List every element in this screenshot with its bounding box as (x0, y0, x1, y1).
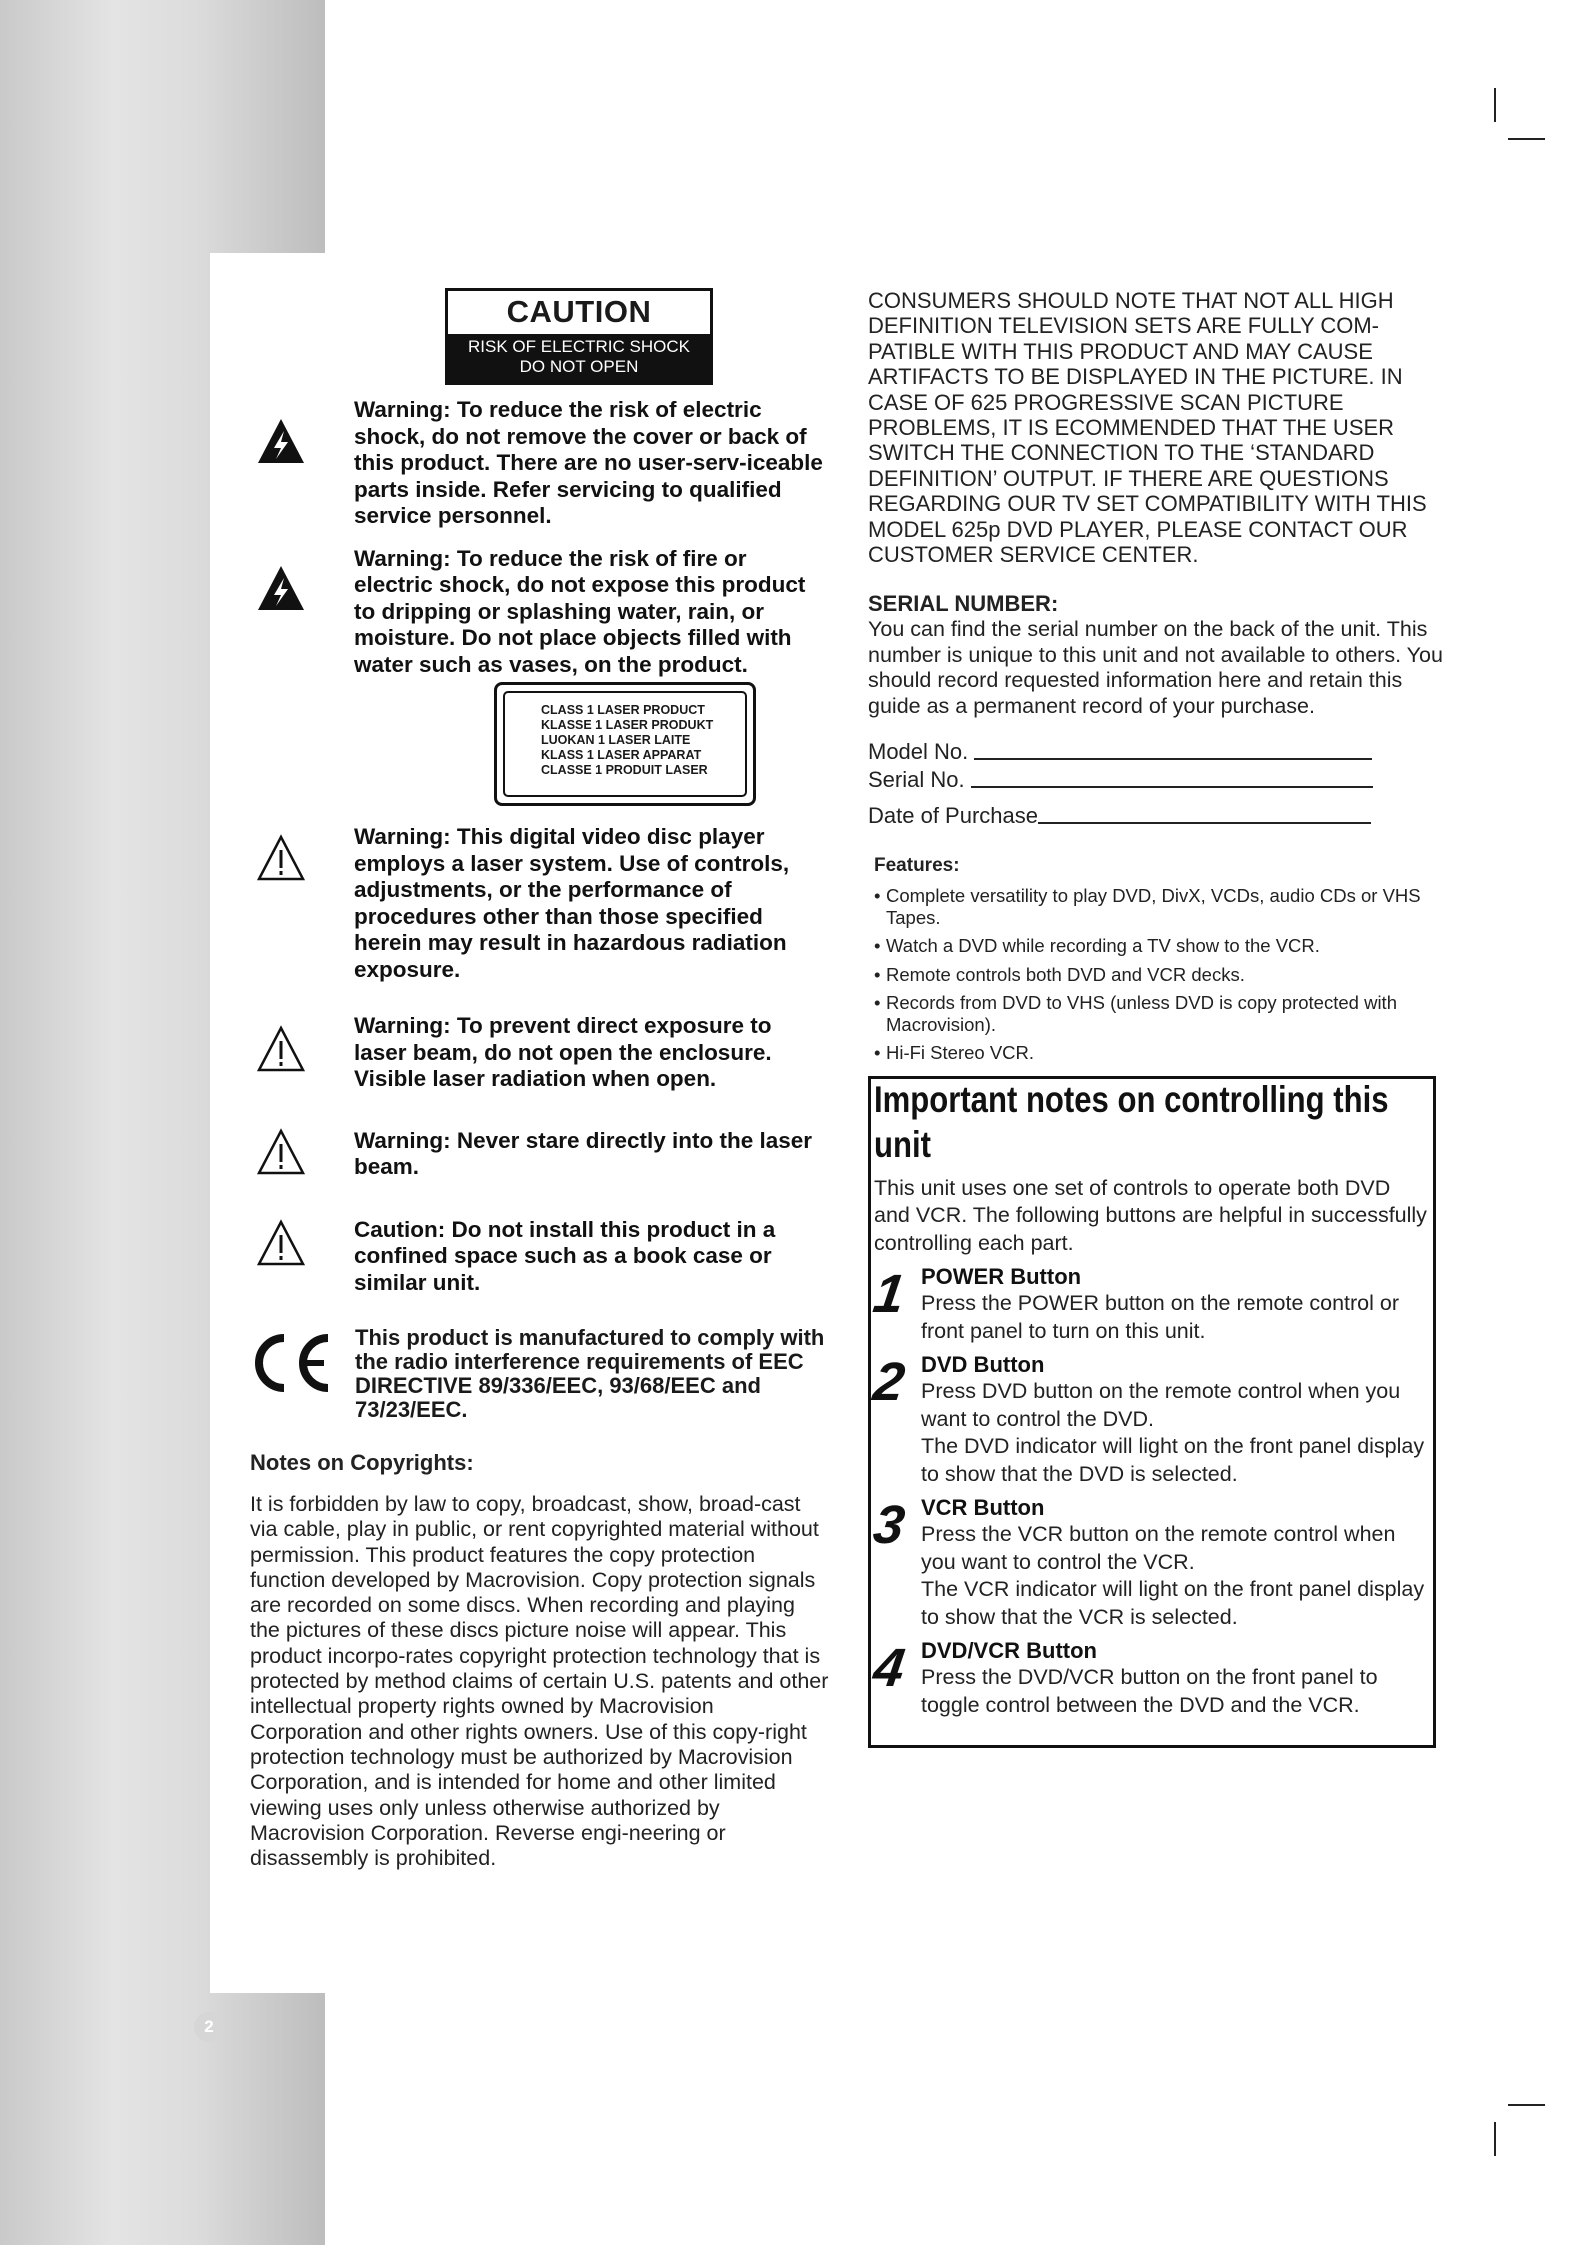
important-notes-title: Important notes on controlling this unit (874, 1078, 1389, 1165)
warning-laser-system (250, 824, 830, 983)
step-vcr-button (869, 1494, 1430, 1631)
page-number-badge: 2 (194, 2012, 224, 2042)
feature-item: • Records from DVD to VHS (unless DVD is copy protected with Macrovision). (874, 992, 1458, 1035)
crop-mark-bottom-vertical (1494, 2122, 1496, 2156)
step-title: DVD Button (921, 1352, 1045, 1378)
feature-item: • Remote controls both DVD and VCR decks. (874, 964, 1458, 986)
left-column (250, 288, 830, 1871)
warning-text: Warning: To reduce the risk of electric shock, do not remove the cover or back of this product. There are no user-serv-iceable parts inside. Refer servicing to qualified service personnel. (354, 397, 823, 528)
features-list (874, 885, 1458, 1064)
crop-mark-top-horizontal (1508, 138, 1545, 140)
exclamation-warning-icon (256, 1219, 306, 1267)
warning-electric-shock (250, 397, 830, 530)
serial-number-field (868, 767, 1458, 793)
purchase-date-label: Date of Purchase (868, 803, 1038, 829)
step-title: DVD/VCR Button (921, 1638, 1097, 1664)
serial-number-label: Serial No. (868, 767, 965, 793)
warning-text: Warning: Never stare directly into the laser beam. (354, 1127, 813, 1179)
crop-mark-top-vertical (1494, 88, 1496, 122)
caution-line-2: DO NOT OPEN (519, 357, 639, 376)
laser-line: CLASSE 1 PRODUIT LASER (541, 763, 708, 777)
important-notes-box (868, 1076, 1436, 1748)
step-number: 2 (869, 1352, 909, 1413)
caution-title: CAUTION (506, 294, 652, 329)
purchase-date-line (1038, 821, 1371, 824)
caution-confined-space (250, 1217, 830, 1297)
warning-laser-beam (250, 1013, 830, 1093)
warning-text: Caution: Do not install this product in a confined space such as a book case or similar unit. (354, 1216, 776, 1295)
step-text: Press the VCR button on the remote control when you want to control the VCR. (921, 1522, 1396, 1574)
step-title: POWER Button (921, 1264, 1082, 1290)
lightning-warning-icon (256, 564, 306, 612)
laser-line: LUOKAN 1 LASER LAITE (541, 733, 691, 747)
step-number: 4 (869, 1638, 909, 1699)
step-title: VCR Button (921, 1495, 1045, 1521)
caution-subtitle (448, 334, 710, 382)
copyright-body: It is forbidden by law to copy, broadcast, show, broad-cast via cable, play in public, or rent copyrighted material without permission. This product features the copy protection function developed by Macrovision. Copy protection signals are recorded on some discs. When recording and playing the pictures of these discs picture noise will appear. This product incorpo-rates copyright protection technology that is protected by method claims of certain U.S. patents and other intellectual property rights owned by Macrovision Corporation and other rights owners. Use of this copy-right protection technology must be authorized by Macrovision Corporation, and is intended for home and other limited viewing uses only unless otherwise authorized by Macrovision Corporation. Reverse engi-neering or disassembly is prohibited. (250, 1492, 829, 1871)
step-power-button (869, 1263, 1430, 1345)
step-text: Press the DVD/VCR button on the front panel to toggle control between the DVD and the VCR. (921, 1665, 1378, 1717)
feature-item: • Complete versatility to play DVD, DivX, VCDs, audio CDs or VHS Tapes. (874, 885, 1458, 928)
step-text: Press the POWER button on the remote control or front panel to turn on this unit. (921, 1291, 1399, 1343)
laser-label-text (503, 691, 747, 797)
step-text-indicator: The VCR indicator will light on the front panel display to show that the VCR is selected. (921, 1577, 1425, 1629)
ce-compliance (250, 1326, 830, 1422)
serial-number-body: You can find the serial number on the back of the unit. This number is unique to this unit and not available to others. You should record requested information here and retain this guide as a permanent record of your purchase. (868, 617, 1443, 718)
laser-line: KLASSE 1 LASER PRODUKT (541, 718, 714, 732)
warning-text: Warning: This digital video disc player employs a laser system. Use of controls, adjustments, or the performance of procedures other than those specified herein may result in hazardous radiation exposure. (354, 824, 790, 982)
lightning-warning-icon (256, 417, 306, 465)
caution-label (445, 288, 713, 385)
warning-stare (250, 1128, 830, 1181)
warning-text: Warning: To reduce the risk of fire or electric shock, do not expose this product to dripping or splashing water, rain, or moisture. Do not place objects filled with water such as vases, on the product. (354, 545, 806, 677)
exclamation-warning-icon (256, 1025, 306, 1073)
laser-product-label (494, 682, 756, 806)
exclamation-warning-icon (256, 1128, 306, 1176)
model-number-field (868, 739, 1458, 765)
step-text-indicator: The DVD indicator will light on the front panel display to show that the DVD is selected. (921, 1434, 1425, 1486)
warning-fire (250, 546, 830, 679)
step-number: 1 (869, 1264, 909, 1325)
serial-number-line (971, 785, 1373, 788)
step-dvd-vcr-button (869, 1637, 1430, 1719)
exclamation-warning-icon (256, 834, 306, 882)
step-text: Press DVD button on the remote control when you want to control the DVD. (921, 1379, 1401, 1431)
step-number: 3 (869, 1495, 909, 1556)
feature-item: • Watch a DVD while recording a TV show to the VCR. (874, 935, 1458, 957)
model-number-line (974, 757, 1372, 760)
important-notes-intro: This unit uses one set of controls to operate both DVD and VCR. The following buttons are helpful in successfully controlling each part. (874, 1175, 1427, 1255)
right-column (868, 288, 1458, 1748)
serial-number-heading: SERIAL NUMBER: (868, 591, 1059, 617)
consumer-note: CONSUMERS SHOULD NOTE THAT NOT ALL HIGH DEFINITION TELEVISION SETS ARE FULLY COM-PATIBLE WITH THIS PRODUCT AND MAY CAUSE ARTIFACTS TO BE DISPLAYED IN THE PICTURE. IN CASE OF 625 PROGRESSIVE SCAN PICTURE PROBLEMS, IT IS ECOMMENDED THAT THE USER SWITCH THE CONNECTION TO THE ‘STANDARD DEFINITION’ OUTPUT. IF THERE ARE QUESTIONS REGARDING OUR TV SET COMPATIBILITY WITH THIS MODEL 625p DVD PLAYER, PLEASE CONTACT OUR CUSTOMER SERVICE CENTER. (868, 288, 1427, 568)
ce-statement: This product is manufactured to comply with the radio interference requirements of EEC DIRECTIVE 89/336/EEC, 93/68/EEC and 73/23/EEC. (355, 1325, 825, 1422)
step-dvd-button (869, 1351, 1430, 1488)
purchase-date-field (868, 803, 1458, 829)
ce-mark-icon (250, 1330, 335, 1396)
features-heading: Features: (874, 855, 960, 877)
crop-mark-bottom-horizontal (1508, 2104, 1545, 2106)
caution-line-1: RISK OF ELECTRIC SHOCK (468, 337, 690, 356)
warning-text: Warning: To prevent direct exposure to laser beam, do not open the enclosure. Visible laser radiation when open. (354, 1013, 772, 1091)
feature-item: • Hi-Fi Stereo VCR. (874, 1042, 1458, 1064)
copyright-heading: Notes on Copyrights: (250, 1450, 474, 1475)
model-number-label: Model No. (868, 739, 969, 765)
laser-line: KLASS 1 LASER APPARAT (541, 748, 702, 762)
laser-line: CLASS 1 LASER PRODUCT (541, 703, 705, 717)
